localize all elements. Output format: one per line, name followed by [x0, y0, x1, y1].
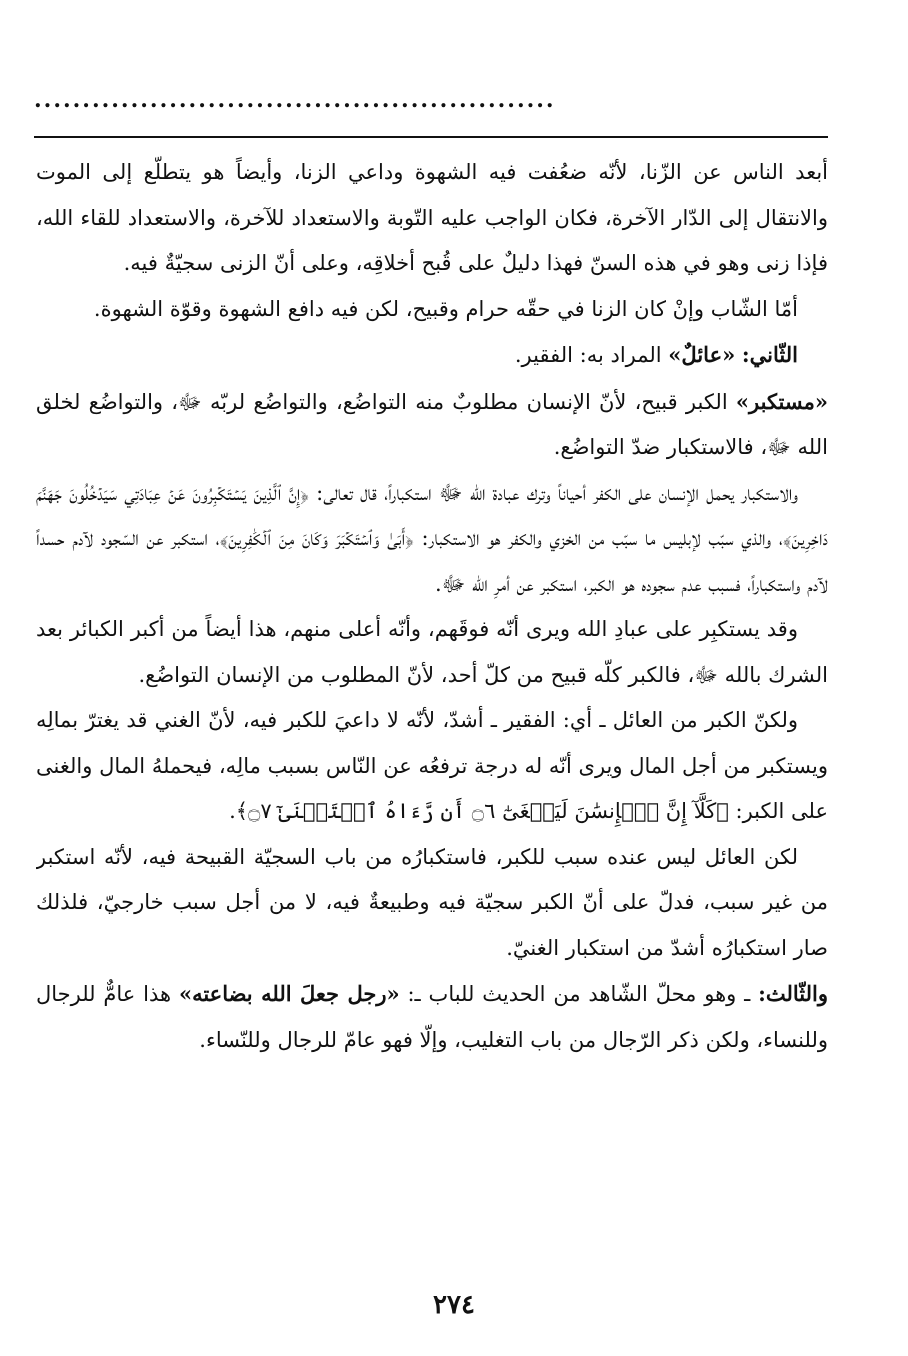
paragraph-9-text: هذا عامٌّ للرجال وللنساء، ولكن ذكر الرّجال من باب التغليب، وإلّا فهو عامّ للرجال وللنّساء.	[36, 982, 828, 1052]
paragraph-3	[36, 332, 828, 379]
point-heading-second: الثّاني:	[741, 342, 798, 367]
page-body	[36, 150, 828, 1260]
paragraph-9	[36, 971, 828, 1063]
paragraph-2: أمّا الشّاب وإنْ كان الزنا في حقّه حرام وقبيح، لكن فيه دافع الشهوة وقوّة الشهوة.	[93, 296, 798, 321]
page-number: ٢٧٤	[433, 1290, 475, 1320]
paragraph-3-text: المراد به: الفقير.	[514, 343, 669, 367]
keyword-mustakbir: «مستكبر»	[735, 388, 828, 414]
paragraph-7: ولكنّ الكبر من العائل ـ أي: الفقير ـ أشدّ، لأنّه لا داعيَ للكبر فيه، لأنّ الغني قد يغترّ بمالِه ويستكبر من أجل المال ويرى أنّه له درجة ترفعُه عن النّاس بسبب مالِه، فيحملهُ المال والغنى على الكبر: ﴿كَلَّآ إِنَّ ٱلۡإِنسَٰنَ لَيَطۡغَىٰٓ ۝٦ أَن رَّءَاهُ ٱسۡتَغۡنَىٰٓ ۝٧﴾.	[36, 708, 828, 823]
paragraph-8: لكن العائل ليس عنده سبب للكبر، فاستكبارُه من باب السجيّة القبيحة فيه، لأنّه استكبر من غير سبب، فدلّ على أنّ الكبر سجيّة فيه وطبيعةٌ فيه، لا من أجل سبب خارجيّ، فلذلك صار استكبارُه أشدّ من استكبار الغنيّ.	[36, 844, 828, 960]
paragraph-6: وقد يستكبِر على عبادِ الله ويرى أنّه فوقَهم، وأنّه أعلى منهم، هذا أيضاً من أكبر الكبائر بعد الشرك بالله ﷻ، فالكبر كلّه قبيح من كلّ أحد، لأنّ المطلوب من الإنسان التواضُع.	[36, 617, 828, 687]
paragraph-4-text: الكبر قبيح، لأنّ الإنسان مطلوبٌ منه التواضُع، والتواضُع لربّه ﷻ، والتواضُع لخلق الله ﷻ، فالاستكبار ضدّ التواضُع.	[36, 389, 828, 459]
keyword-aail: «عائلٌ»	[668, 342, 736, 367]
paragraph-9-intro: ـ وهو محلّ الشّاهد من الحديث للباب ـ:	[399, 982, 759, 1006]
paragraph-1: أبعد الناس عن الزّنا، لأنّه ضعُفت فيه الشهوة وداعي الزنا، وأيضاً هو يتطلّع إلى الموت والانتقال إلى الدّار الآخرة، فكان الواجب عليه التّوبة والاستعداد للآخرة، والاستعداد للقاء الله، فإذا زنى وهو في هذه السنّ فهذا دليلٌ على قُبح أخلاقِه، وعلى أنّ الزنى سجيّةٌ فيه.	[36, 160, 828, 275]
paragraph-4	[36, 379, 828, 471]
paragraph-5: والاستكبار يحمل الإنسان على الكفر أحياناً وترك عبادة الله ﷻ استكباراً، قال تعالى: ﴿إِنَّ ٱلَّذِينَ يَسۡتَكۡبِرُونَ عَنۡ عِبَادَتِي سَيَدۡخُلُونَ جَهَنَّمَ دَاخِرِينَ﴾، والذي سبّب لإبليس ما سبّب من الخزي والكفر هو الاستكبار: ﴿أَبَىٰ وَٱسۡتَكۡبَرَ وَكَانَ مِنَ ٱلۡكَٰفِرِينَ﴾، استكبر عن السّجود لآدم حسداً لآدم واستكباراً، فسبب عدم سجوده هو الكبر، استكبر عن أمرِ الله ﷻ.	[36, 480, 828, 596]
header-dotted-line: ......................................................	[34, 87, 556, 113]
header-rule	[34, 136, 828, 138]
point-heading-third: والثّالث:	[758, 981, 828, 1006]
hadith-quote: «رجل جعلَ الله بضاعته»	[178, 981, 400, 1006]
